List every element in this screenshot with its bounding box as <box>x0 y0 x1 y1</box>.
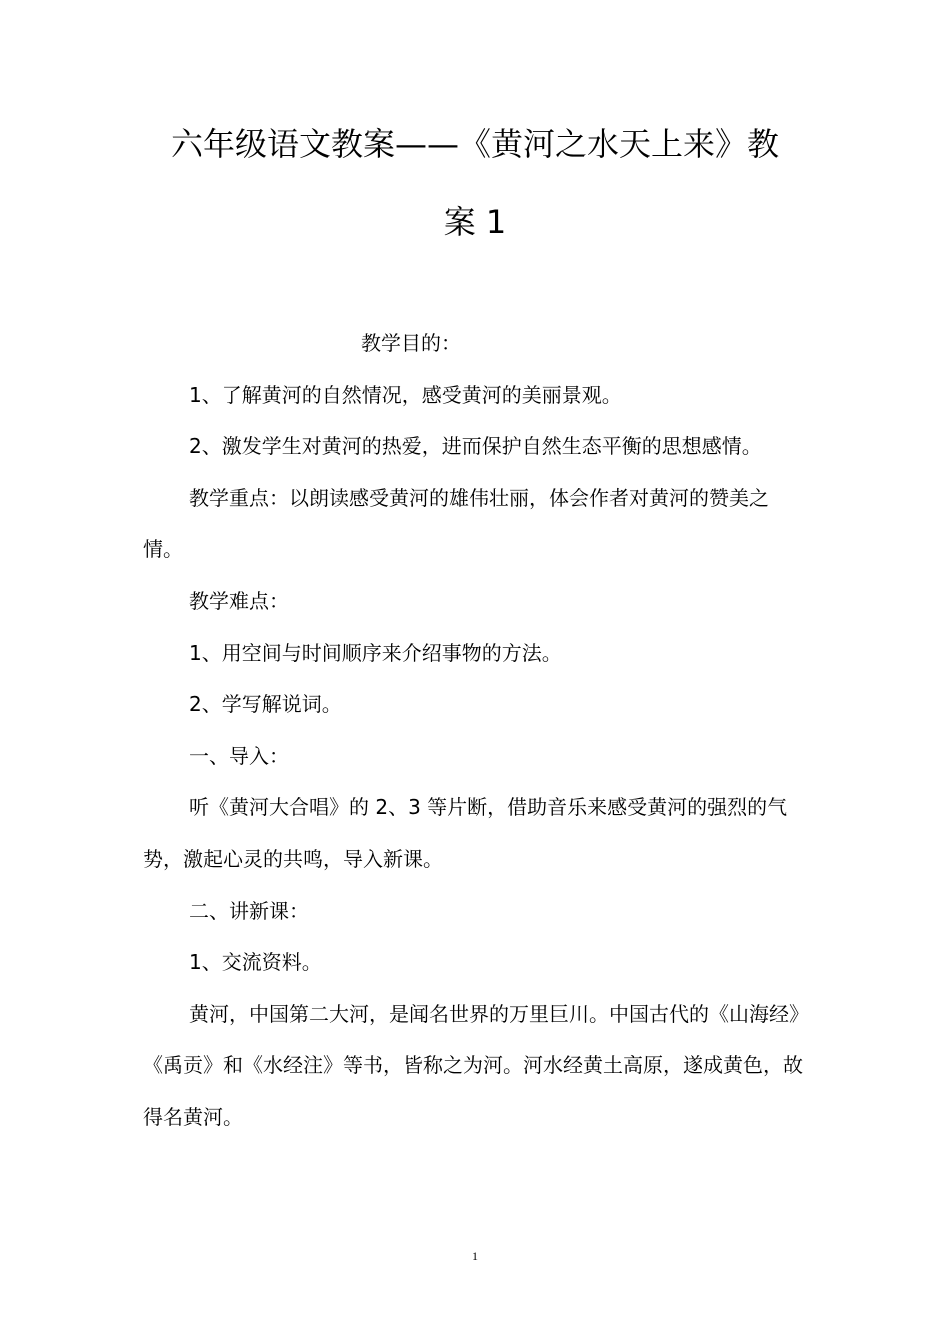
paragraph-exchange-materials: 1、交流资料。 <box>189 950 322 975</box>
paragraph-difficulty-1: 1、用空间与时间顺序来介绍事物的方法。 <box>189 640 562 665</box>
section-heading-introduction: 一、导入： <box>189 743 289 768</box>
page-number: 1 <box>472 1249 478 1263</box>
paragraph-goal-2: 2、激发学生对黄河的热爱，进而保护自然生态平衡的思想感情。 <box>189 434 762 459</box>
paragraph-introduction: 听《黄河大合唱》的 2、3 等片断，借助音乐来感受黄河的强烈的气势，激起心灵的共鸣，导入新课。 <box>143 795 788 871</box>
paragraph-difficulty-2: 2、学写解说词。 <box>189 692 342 717</box>
document-title-line-1: 六年级语文教案——《黄河之水天上来》教 <box>170 125 779 163</box>
section-heading-new-lesson: 二、讲新课： <box>189 898 309 923</box>
document-title-line-2: 案 1 <box>443 203 507 241</box>
paragraph-yellow-river-info: 黄河，中国第二大河，是闻名世界的万里巨川。中国古代的《山海经》《禹贡》和《水经注》等书，皆称之为河。河水经黄土高原，遂成黄色，故得名黄河。 <box>143 1001 803 1129</box>
document-body <box>143 318 808 1144</box>
section-heading-teaching-difficulties: 教学难点： <box>189 588 289 613</box>
paragraph-goal-1: 1、了解黄河的自然情况，感受黄河的美丽景观。 <box>189 382 622 407</box>
section-heading-teaching-goals: 教学目的： <box>361 331 461 355</box>
paragraph-teaching-focus: 教学重点：以朗读感受黄河的雄伟壮丽，体会作者对黄河的赞美之情。 <box>143 485 769 562</box>
